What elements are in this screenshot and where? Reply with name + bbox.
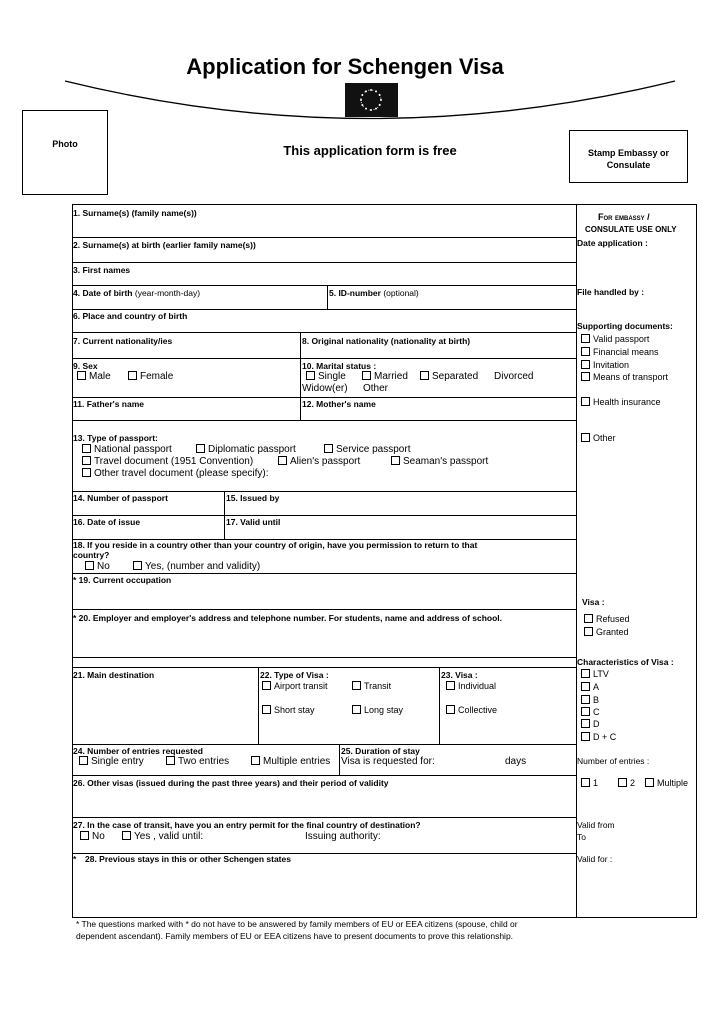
footnote-line1: * The questions marked with * do not have to be answered by family members of EU or EEA citizens (spouse, child or xyxy=(76,919,518,929)
eu-star xyxy=(379,104,381,106)
visa-individual[interactable] xyxy=(446,681,496,691)
option-label: Airport transit xyxy=(274,681,328,691)
checkbox[interactable] xyxy=(79,756,88,765)
checkbox[interactable] xyxy=(324,444,333,453)
eu-star xyxy=(375,108,377,110)
transit-option-yes[interactable] xyxy=(122,831,203,842)
checkbox[interactable] xyxy=(128,371,137,380)
option-label: Short stay xyxy=(274,705,315,715)
option-label: Collective xyxy=(458,705,498,715)
eu-star xyxy=(375,90,377,92)
option-label: Financial means xyxy=(593,347,659,357)
field-18-residence-line2: country? xyxy=(73,550,110,560)
sidebar-head-1: For embassy / xyxy=(598,212,650,222)
sidebar-valid-from: Valid from xyxy=(577,820,615,830)
option-label: Invitation xyxy=(593,360,630,370)
field-25-duration: 25. Duration of stay xyxy=(341,746,420,756)
sidebar-to: To xyxy=(577,832,586,842)
checkbox[interactable] xyxy=(420,371,429,380)
field-13-passport-type: 13. Type of passport: xyxy=(73,433,158,443)
passport-option-national[interactable] xyxy=(82,444,172,455)
eu-flag-icon xyxy=(345,83,398,117)
sidebar-visa: Visa : xyxy=(582,597,605,607)
option-label: No xyxy=(92,831,105,842)
form-grid xyxy=(72,204,697,918)
checkbox[interactable] xyxy=(166,756,175,765)
option-label: Multiple entries xyxy=(263,756,331,767)
field-14-passport-number[interactable]: 14. Number of passport xyxy=(73,493,168,503)
field-7-nationality[interactable]: 7. Current nationality/ies xyxy=(73,336,173,346)
field-23-visa: 23. Visa : xyxy=(441,670,478,680)
option-label: Long stay xyxy=(364,705,404,715)
doc-health-insurance[interactable] xyxy=(581,397,661,407)
checkbox[interactable] xyxy=(391,456,400,465)
field-18-residence-line1: 18. If you reside in a country other than your country of origin, have you permission to return to that xyxy=(73,540,478,550)
option-label: Refused xyxy=(596,614,630,624)
transit-option-no[interactable] xyxy=(80,831,105,842)
checkbox[interactable] xyxy=(581,719,590,728)
photo-box: Photo xyxy=(22,110,108,195)
passport-option-alien[interactable] xyxy=(278,456,360,467)
passport-option-seaman[interactable] xyxy=(391,456,488,467)
checkbox[interactable] xyxy=(581,347,590,356)
doc-invitation[interactable] xyxy=(581,360,629,370)
field-27-transit-permit: 27. In the case of transit, have you an entry permit for the final country of destination? xyxy=(73,820,421,830)
checkbox[interactable] xyxy=(446,681,455,690)
sidebar-supporting-docs: Supporting documents: xyxy=(577,321,673,331)
checkbox[interactable] xyxy=(362,371,371,380)
field-4-date-of-birth[interactable] xyxy=(73,288,200,298)
option-label: Separated xyxy=(432,371,479,382)
checkbox[interactable] xyxy=(446,705,455,714)
option-label: Transit xyxy=(364,681,392,691)
checkbox[interactable] xyxy=(581,707,590,716)
option-label: Individual xyxy=(458,681,497,691)
doc-valid-passport[interactable] xyxy=(581,334,649,344)
visa-type-airport-transit[interactable] xyxy=(262,681,328,691)
doc-other[interactable] xyxy=(581,433,616,443)
sidebar-valid-for: Valid for : xyxy=(577,854,613,864)
residence-option-no[interactable] xyxy=(85,561,110,572)
checkbox[interactable] xyxy=(85,561,94,570)
field-11-father-name[interactable]: 11. Father's name xyxy=(73,399,145,409)
field-8-original-nationality[interactable]: 8. Original nationality (nationality at birth) xyxy=(302,336,471,346)
char-a[interactable] xyxy=(581,682,599,692)
passport-option-travel-doc[interactable] xyxy=(82,456,253,467)
eu-star xyxy=(379,94,381,96)
option-label: D xyxy=(593,719,600,729)
footnote-line2: dependent ascendant). Family members of EU or EEA citizens have to present documents to prove this relationship. xyxy=(76,931,514,941)
eu-star xyxy=(365,90,367,92)
duration-text[interactable]: Visa is requested for: xyxy=(341,756,435,767)
option-label: Other xyxy=(593,433,616,443)
field-6-place-of-birth[interactable]: 6. Place and country of birth xyxy=(73,311,188,321)
stamp-line1: Stamp Embassy or xyxy=(587,148,670,158)
sidebar-number-entries: Number of entries : xyxy=(577,756,650,766)
entries-multiple[interactable] xyxy=(645,778,688,788)
field-16-date-of-issue[interactable]: 16. Date of issue xyxy=(73,517,141,527)
char-b[interactable] xyxy=(581,695,599,705)
field-15-issued-by[interactable]: 15. Issued by xyxy=(226,493,280,503)
visa-refused[interactable] xyxy=(584,614,630,624)
char-d-plus-c[interactable] xyxy=(581,732,616,742)
footnote xyxy=(76,918,616,942)
checkbox[interactable] xyxy=(80,831,89,840)
option-label: Diplomatic passport xyxy=(208,444,296,455)
option-label: Means of transport xyxy=(593,372,669,382)
entries-option-two[interactable] xyxy=(166,756,229,767)
checkbox[interactable] xyxy=(581,334,590,343)
checkbox[interactable] xyxy=(122,831,131,840)
checkbox[interactable] xyxy=(352,681,361,690)
option-label: 2 xyxy=(630,778,636,788)
option-label: Health insurance xyxy=(593,397,661,407)
visa-type-long-stay[interactable] xyxy=(352,705,403,715)
option-label: Two entries xyxy=(178,756,230,767)
field-20-employer[interactable]: * 20. Employer and employer's address and telephone number. For students, name and address of school. xyxy=(73,613,503,623)
doc-means-of-transport[interactable] xyxy=(581,372,668,382)
option-label: 1 xyxy=(593,778,599,788)
option-label: B xyxy=(593,695,600,705)
marital-option-widow[interactable]: Widow(er) xyxy=(302,383,348,394)
eu-star xyxy=(361,94,363,96)
option-label: Yes, (number and validity) xyxy=(145,561,261,572)
eu-star xyxy=(370,89,372,91)
checkbox[interactable] xyxy=(581,397,590,406)
checkbox[interactable] xyxy=(82,468,91,477)
transit-issuing-authority[interactable]: Issuing authority: xyxy=(305,831,381,842)
option-label: National passport xyxy=(94,444,172,455)
checkbox[interactable] xyxy=(82,456,91,465)
option-label: Married xyxy=(374,371,408,382)
field-17-valid-until[interactable]: 17. Valid until xyxy=(226,517,281,527)
checkbox[interactable] xyxy=(581,433,590,442)
checkbox[interactable] xyxy=(82,444,91,453)
free-notice: This application form is free xyxy=(283,143,457,158)
sex-option-male[interactable] xyxy=(77,371,111,382)
sidebar-head-2: CONSULATE USE ONLY xyxy=(585,225,677,234)
eu-star xyxy=(360,99,362,101)
option-label: Female xyxy=(140,371,174,382)
checkbox[interactable] xyxy=(306,371,315,380)
entries-1[interactable] xyxy=(581,778,598,788)
field-5-note: (optional) xyxy=(380,288,419,298)
marital-option-other[interactable]: Other xyxy=(363,383,389,394)
option-label: A xyxy=(593,682,600,692)
field-2-surname-at-birth[interactable]: 2. Surname(s) at birth (earlier family name(s)) xyxy=(73,240,256,250)
char-c[interactable] xyxy=(581,707,600,717)
sidebar-characteristics: Characteristics of Visa : xyxy=(577,657,674,667)
option-label: Single entry xyxy=(91,756,144,767)
field-28-asterisk: * xyxy=(73,854,77,864)
field-12-mother-name[interactable]: 12. Mother's name xyxy=(302,399,376,409)
checkbox[interactable] xyxy=(352,705,361,714)
field-5-id-number[interactable] xyxy=(329,288,419,298)
checkbox[interactable] xyxy=(581,695,590,704)
option-label: Seaman's passport xyxy=(403,456,489,467)
stamp-box xyxy=(569,130,688,183)
field-22-visa-type: 22. Type of Visa : xyxy=(260,670,329,680)
option-label: D + C xyxy=(593,732,617,742)
field-10-marital-status: 10. Marital status : xyxy=(302,361,377,371)
marital-option-single[interactable] xyxy=(306,371,346,382)
checkbox[interactable] xyxy=(584,627,593,636)
visa-collective[interactable] xyxy=(446,705,497,715)
checkbox[interactable] xyxy=(581,372,590,381)
option-label: Multiple xyxy=(657,778,689,788)
field-5-label: 5. ID-number xyxy=(329,288,381,298)
checkbox[interactable] xyxy=(77,371,86,380)
visa-type-transit[interactable] xyxy=(352,681,391,691)
option-label: Male xyxy=(89,371,111,382)
option-label: Valid passport xyxy=(593,334,650,344)
field-3-first-names[interactable]: 3. First names xyxy=(73,265,131,275)
checkbox[interactable] xyxy=(618,778,627,787)
doc-financial-means[interactable] xyxy=(581,347,659,357)
field-28-previous-stays[interactable]: 28. Previous stays in this or other Schengen states xyxy=(85,854,291,864)
checkbox[interactable] xyxy=(262,705,271,714)
checkbox[interactable] xyxy=(251,756,260,765)
marital-option-married[interactable] xyxy=(362,371,408,382)
checkbox[interactable] xyxy=(133,561,142,570)
field-24-entries: 24. Number of entries requested xyxy=(73,746,203,756)
field-1-surname[interactable]: 1. Surname(s) (family name(s)) xyxy=(73,208,197,218)
checkbox[interactable] xyxy=(581,669,590,678)
visa-type-short-stay[interactable] xyxy=(262,705,315,715)
checkbox[interactable] xyxy=(581,682,590,691)
checkbox[interactable] xyxy=(645,778,654,787)
option-label: LTV xyxy=(593,669,609,679)
checkbox[interactable] xyxy=(262,681,271,690)
checkbox[interactable] xyxy=(278,456,287,465)
option-label: Alien's passport xyxy=(290,456,361,467)
marital-option-divorced[interactable]: Divorced xyxy=(494,371,534,382)
field-26-other-visas[interactable]: 26. Other visas (issued during the past three years) and their period of validity xyxy=(73,778,389,788)
duration-days: days xyxy=(505,756,527,767)
entries-2[interactable] xyxy=(618,778,635,788)
residence-option-yes[interactable] xyxy=(133,561,260,572)
option-label: Yes , valid until: xyxy=(134,831,204,842)
option-label: Single xyxy=(318,371,346,382)
field-4-label: 4. Date of birth xyxy=(73,288,133,298)
checkbox[interactable] xyxy=(581,778,590,787)
option-label: No xyxy=(97,561,110,572)
entries-option-single[interactable] xyxy=(79,756,144,767)
option-label: Travel document (1951 Convention) xyxy=(94,456,254,467)
char-ltv[interactable] xyxy=(581,669,609,679)
visa-granted[interactable] xyxy=(584,627,629,637)
eu-star xyxy=(361,104,363,106)
checkbox[interactable] xyxy=(196,444,205,453)
page-title: Application for Schengen Visa xyxy=(186,54,504,79)
sex-option-female[interactable] xyxy=(128,371,173,382)
marital-option-separated[interactable] xyxy=(420,371,478,382)
field-21-main-destination[interactable]: 21. Main destination xyxy=(73,670,155,680)
passport-option-service[interactable] xyxy=(324,444,410,455)
option-label: Service passport xyxy=(336,444,411,455)
stamp-line2: Consulate xyxy=(606,160,651,170)
sidebar-date-application: Date application : xyxy=(577,238,648,248)
field-4-note: (year-month-day) xyxy=(132,288,201,298)
eu-star xyxy=(380,99,382,101)
checkbox[interactable] xyxy=(581,732,590,741)
checkbox[interactable] xyxy=(584,614,593,623)
entries-option-multiple[interactable] xyxy=(251,756,330,767)
passport-option-diplomatic[interactable] xyxy=(196,444,296,455)
sidebar-file-handled: File handled by : xyxy=(577,287,645,297)
option-label: Granted xyxy=(596,627,629,637)
eu-star xyxy=(365,108,367,110)
passport-option-other[interactable] xyxy=(82,468,269,479)
field-19-occupation[interactable]: * 19. Current occupation xyxy=(73,575,172,585)
checkbox[interactable] xyxy=(581,360,590,369)
char-d[interactable] xyxy=(581,719,600,729)
eu-star xyxy=(370,109,372,111)
field-9-sex: 9. Sex xyxy=(73,361,98,371)
option-label: Other travel document (please specify): xyxy=(94,468,269,479)
option-label: C xyxy=(593,707,600,717)
